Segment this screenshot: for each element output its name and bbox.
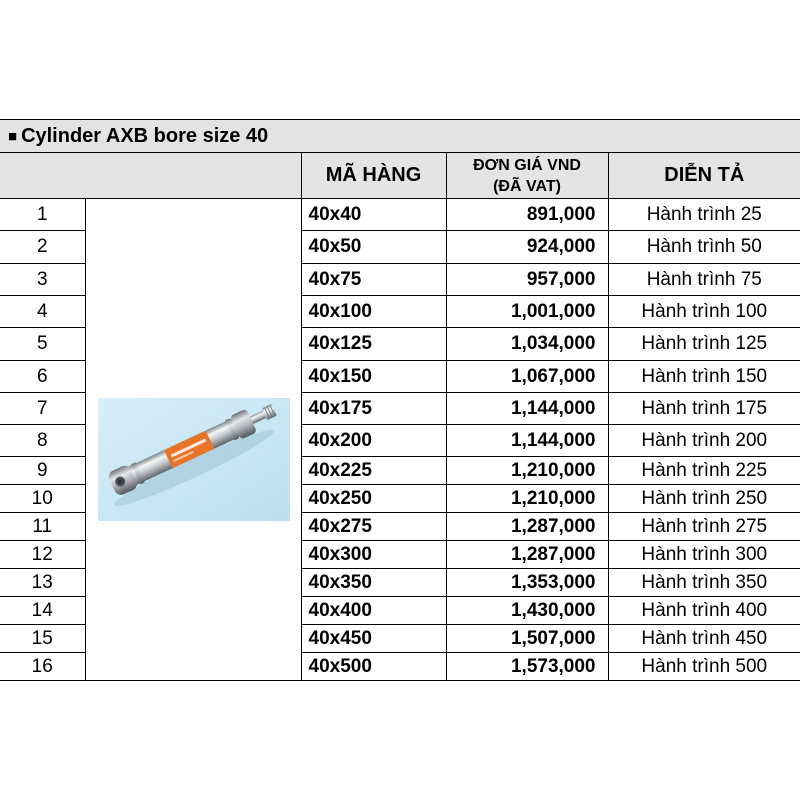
product-code: 40x100 <box>301 296 446 328</box>
header-description: DIỄN TẢ <box>608 153 800 199</box>
product-code: 40x200 <box>301 425 446 457</box>
row-number: 4 <box>0 296 85 328</box>
unit-price: 1,353,000 <box>446 569 608 597</box>
product-code: 40x225 <box>301 457 446 485</box>
stroke-description: Hành trình 125 <box>608 328 800 361</box>
product-code: 40x250 <box>301 485 446 513</box>
product-code: 40x40 <box>301 199 446 231</box>
product-code: 40x500 <box>301 653 446 681</box>
row-number: 16 <box>0 653 85 681</box>
stroke-description: Hành trình 400 <box>608 597 800 625</box>
header-price <box>446 153 608 199</box>
stroke-description: Hành trình 175 <box>608 393 800 425</box>
unit-price: 1,287,000 <box>446 513 608 541</box>
unit-price: 1,210,000 <box>446 485 608 513</box>
unit-price: 1,034,000 <box>446 328 608 361</box>
row-number: 2 <box>0 231 85 264</box>
product-image <box>98 398 290 521</box>
square-bullet-icon: ■ <box>8 127 18 145</box>
price-table <box>0 119 800 681</box>
table-row <box>0 199 800 231</box>
unit-price: 1,430,000 <box>446 597 608 625</box>
row-number: 13 <box>0 569 85 597</box>
stroke-description: Hành trình 450 <box>608 625 800 653</box>
product-code: 40x75 <box>301 264 446 296</box>
unit-price: 957,000 <box>446 264 608 296</box>
header-price-line1: ĐƠN GIÁ VND <box>473 156 581 174</box>
table-header-row <box>0 153 800 199</box>
pneumatic-cylinder-photo <box>98 398 290 521</box>
unit-price: 891,000 <box>446 199 608 231</box>
row-number: 11 <box>0 513 85 541</box>
row-number: 3 <box>0 264 85 296</box>
stroke-description: Hành trình 200 <box>608 425 800 457</box>
stroke-description: Hành trình 275 <box>608 513 800 541</box>
row-number: 8 <box>0 425 85 457</box>
stroke-description: Hành trình 75 <box>608 264 800 296</box>
unit-price: 1,210,000 <box>446 457 608 485</box>
unit-price: 1,144,000 <box>446 425 608 457</box>
unit-price: 1,144,000 <box>446 393 608 425</box>
unit-price: 1,067,000 <box>446 361 608 393</box>
product-code: 40x350 <box>301 569 446 597</box>
row-number: 12 <box>0 541 85 569</box>
unit-price: 1,001,000 <box>446 296 608 328</box>
stroke-description: Hành trình 150 <box>608 361 800 393</box>
product-code: 40x300 <box>301 541 446 569</box>
unit-price: 1,507,000 <box>446 625 608 653</box>
product-image-cell <box>85 199 301 681</box>
price-sheet <box>0 119 800 681</box>
row-number: 1 <box>0 199 85 231</box>
product-code: 40x125 <box>301 328 446 361</box>
stroke-description: Hành trình 50 <box>608 231 800 264</box>
header-code: MÃ HÀNG <box>301 153 446 199</box>
header-blank <box>0 153 301 199</box>
table-title-text: Cylinder AXB bore size 40 <box>21 124 269 147</box>
stroke-description: Hành trình 100 <box>608 296 800 328</box>
stroke-description: Hành trình 500 <box>608 653 800 681</box>
product-code: 40x400 <box>301 597 446 625</box>
product-code: 40x450 <box>301 625 446 653</box>
row-number: 5 <box>0 328 85 361</box>
product-code: 40x50 <box>301 231 446 264</box>
table-title <box>0 120 800 153</box>
stroke-description: Hành trình 300 <box>608 541 800 569</box>
stroke-description: Hành trình 225 <box>608 457 800 485</box>
unit-price: 1,573,000 <box>446 653 608 681</box>
product-code: 40x175 <box>301 393 446 425</box>
product-code: 40x150 <box>301 361 446 393</box>
unit-price: 924,000 <box>446 231 608 264</box>
row-number: 15 <box>0 625 85 653</box>
stroke-description: Hành trình 350 <box>608 569 800 597</box>
row-number: 9 <box>0 457 85 485</box>
row-number: 14 <box>0 597 85 625</box>
row-number: 6 <box>0 361 85 393</box>
row-number: 10 <box>0 485 85 513</box>
stroke-description: Hành trình 25 <box>608 199 800 231</box>
table-title-row <box>0 120 800 153</box>
product-code: 40x275 <box>301 513 446 541</box>
row-number: 7 <box>0 393 85 425</box>
unit-price: 1,287,000 <box>446 541 608 569</box>
header-price-line2: (ĐÃ VAT) <box>493 177 561 195</box>
stroke-description: Hành trình 250 <box>608 485 800 513</box>
